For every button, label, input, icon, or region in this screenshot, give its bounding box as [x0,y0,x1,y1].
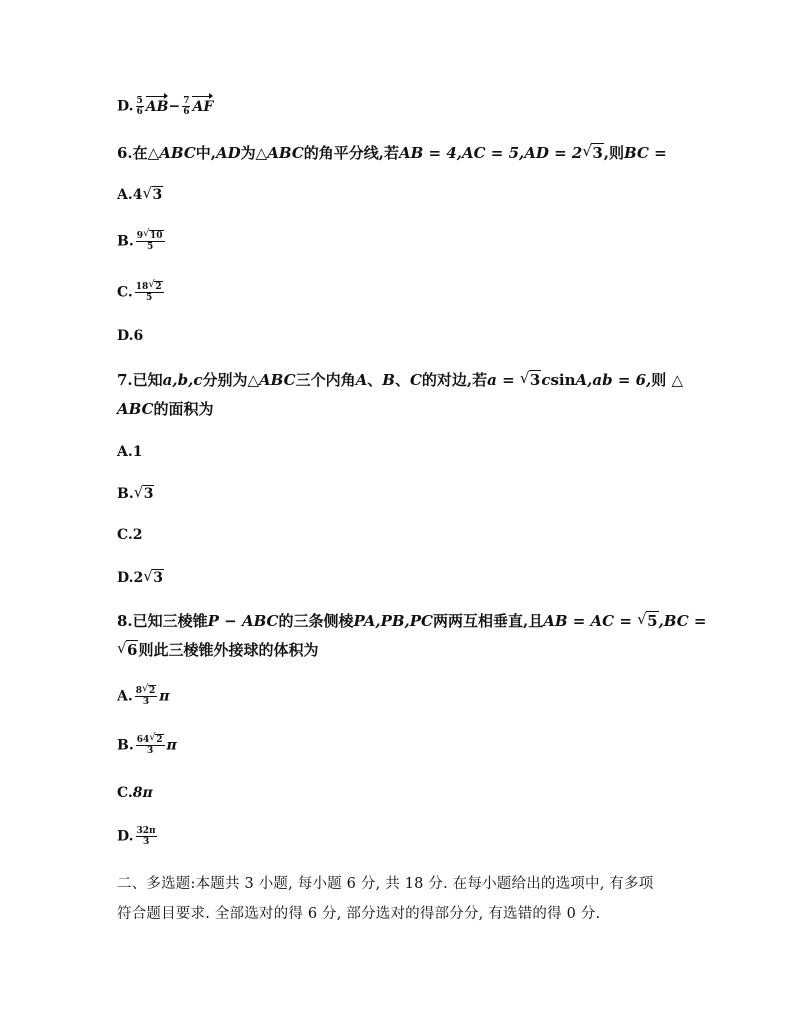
q6-option-c[interactable]: C. 18 √ 2 5 [117,279,162,303]
section-2-instructions-line2: 符合题目要求. 全部选对的得 6 分, 部分选对的得部分分, 有选错的得 0 分. [117,906,601,922]
fraction: 18 √ 2 5 [135,279,162,303]
fraction: $\frac{32\pi}{3}$ [136,826,156,847]
sqrt: √ 3 [133,483,154,502]
fraction: 8 √ 2 3 [135,683,156,707]
q6-option-d[interactable]: D.6 [117,328,144,344]
q8-option-a[interactable]: A. 8 √ 2 3 π [117,683,170,707]
q8-option-b[interactable]: B. 64 √ 2 3 π [117,732,177,756]
q7-stem-line1: 7.已知a,b,c分别为△ABC三个内角A、B、C的对边,若a = √ 3csinA,ab = 6,则 △ [117,369,684,389]
q8-option-c[interactable]: C.8π [117,785,153,801]
sqrt: √ 6 [117,639,138,659]
q6-option-b[interactable]: B. 9 √ 10 5 [117,228,163,252]
q7-option-a[interactable]: A.1 [117,444,143,460]
q6-stem: 6.在△ABC中,AD为△ABC的角平分线,若AB = 4,AC = 5,AD = 2 √ 3,则BC = [117,142,667,162]
sqrt: √ 3 [519,369,541,389]
q7-option-c[interactable]: C.2 [117,527,143,543]
fraction: 9 √ 10 5 [136,228,163,252]
sqrt: √ 3 [582,142,603,162]
fraction: $\frac{7}{6}$ [183,96,190,117]
sqrt: √ 3 [143,567,164,586]
fraction: $\frac{5}{6}$ [136,96,143,117]
section-2-instructions-line1: 二、多选题:本题共 3 小题, 每小题 6 分, 共 18 分. 在每小题给出的选项中, 有多项 [117,876,654,892]
q8-stem-line1: 8.已知三棱锥P − ABC的三条侧棱PA,PB,PC两两互相垂直,且AB = AC = √ 5,BC = [117,610,707,630]
q7-option-d[interactable]: D.2 √ 3 [117,567,164,586]
q8-stem-line2: √ 6则此三棱锥外接球的体积为 [117,639,319,659]
q5-option-d[interactable]: D. $\frac{5}{6}$ AB− $\frac{7}{6}$ AF [117,96,214,117]
vector-af: AF [192,98,214,115]
q7-option-b[interactable]: B. √ 3 [117,483,154,502]
q7-stem-line2: ABC的面积为 [117,400,214,418]
fraction: 64 √ 2 3 [136,732,163,756]
sqrt: √ 3 [142,184,163,203]
vector-ab: AB [145,98,169,115]
q8-option-d[interactable]: D. $\frac{32\pi}{3}$ [117,826,156,847]
q6-option-a[interactable]: A.4 √ 3 [117,184,163,203]
sqrt: √ 5 [637,610,658,630]
